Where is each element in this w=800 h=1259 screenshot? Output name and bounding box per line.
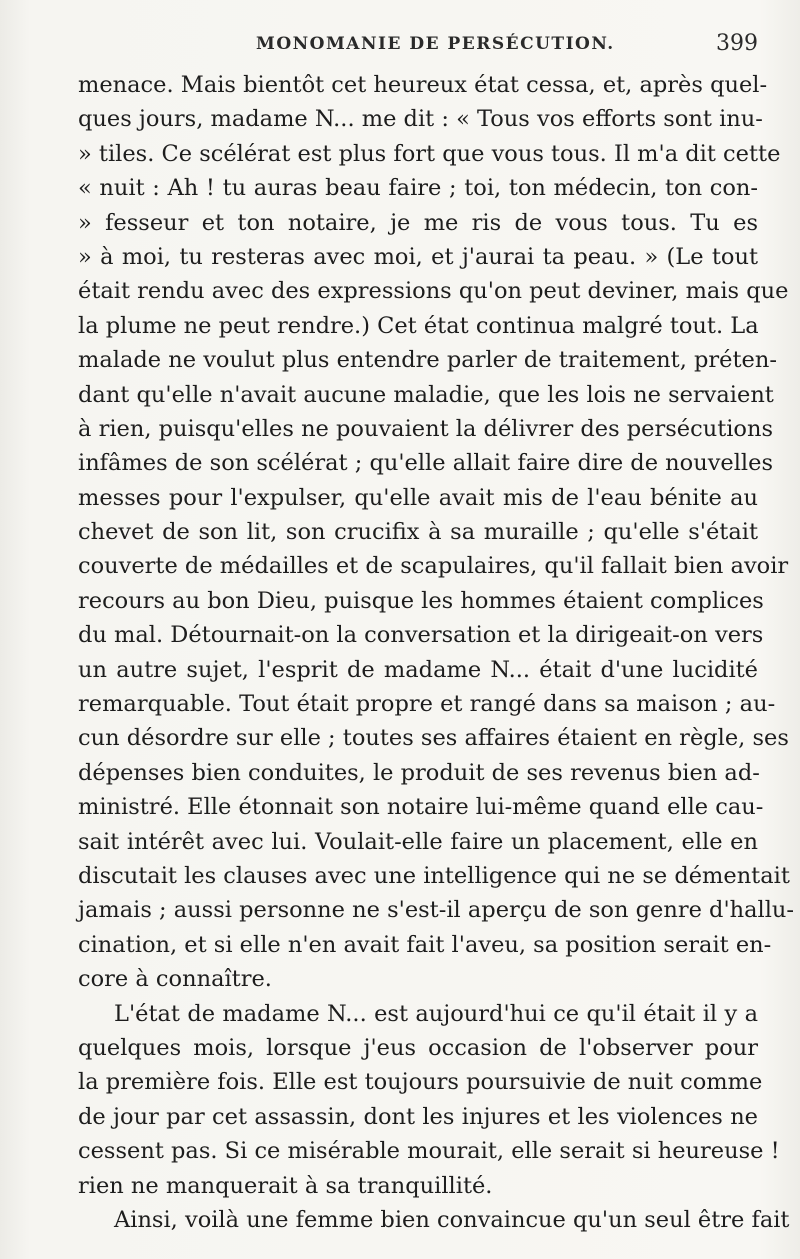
text-line: sait intérêt avec lui. Voulait-elle faire un placement, elle en <box>78 828 758 855</box>
text-line: était rendu avec des expressions qu'on peut deviner, mais que <box>78 278 789 305</box>
text-line: ministré. Elle étonnait son notaire lui-même quand elle cau- <box>78 794 764 821</box>
text-line: discutait les clauses avec une intelligence qui ne se démentait <box>78 862 790 889</box>
text-line: couverte de médailles et de scapulaires, qu'il fallait bien avoir <box>78 553 789 580</box>
text-line: quelques mois, lorsque j'eus occasion de l'observer pour <box>78 1034 758 1061</box>
text-line: cessent pas. Si ce misérable mourait, elle serait si heureuse ! <box>78 1138 780 1165</box>
text-line: du mal. Détournait-on la conversation et la dirigeait-on vers <box>78 622 764 649</box>
text-line: Ainsi, voilà une femme bien convaincue qu'un seul être fait <box>114 1206 790 1233</box>
text-line: de jour par cet assassin, dont les injures et les violences ne <box>78 1103 758 1130</box>
body-text <box>78 68 795 1237</box>
text-line: la plume ne peut rendre.) Cet état continua malgré tout. La <box>78 312 759 339</box>
text-line: cination, et si elle n'en avait fait l'aveu, sa position serait en- <box>78 931 772 958</box>
text-line: dépenses bien conduites, le produit de ses revenus bien ad- <box>78 759 760 786</box>
text-line: cun désordre sur elle ; toutes ses affaires étaient en règle, ses <box>78 725 789 752</box>
text-line: malade ne voulut plus entendre parler de traitement, préten- <box>78 347 777 374</box>
text-line: ques jours, madame N... me dit : « Tous vos efforts sont inu- <box>78 106 763 133</box>
text-line: « nuit : Ah ! tu auras beau faire ; toi, ton médecin, ton con- <box>78 175 758 202</box>
text-line: remarquable. Tout était propre et rangé dans sa maison ; au- <box>78 691 776 718</box>
text-line: rien ne manquerait à sa tranquillité. <box>78 1172 493 1199</box>
text-line: recours au bon Dieu, puisque les hommes étaient complices <box>78 587 764 614</box>
text-line: L'état de madame N... est aujourd'hui ce qu'il était il y a <box>114 1000 758 1027</box>
text-line: chevet de son lit, son crucifix à sa muraille ; qu'elle s'était <box>78 519 758 546</box>
page-header <box>78 31 758 58</box>
text-line: un autre sujet, l'esprit de madame N... était d'une lucidité <box>78 656 758 683</box>
text-line: à rien, puisqu'elles ne pouvaient la délivrer des persécutions <box>78 415 774 442</box>
text-line: dant qu'elle n'avait aucune maladie, que les lois ne servaient <box>78 381 774 408</box>
text-line: » tiles. Ce scélérat est plus fort que vous tous. Il m'a dit cette <box>78 140 781 167</box>
page-number: 399 <box>716 31 758 56</box>
text-line: core à connaître. <box>78 966 272 993</box>
text-line: menace. Mais bientôt cet heureux état cessa, et, après quel- <box>78 72 768 98</box>
text-line: la première fois. Elle est toujours poursuivie de nuit comme <box>78 1069 763 1096</box>
text-line: » fesseur et ton notaire, je me ris de vous tous. Tu es <box>78 209 758 236</box>
text-line: » à moi, tu resteras avec moi, et j'aurai ta peau. » (Le tout <box>78 243 758 270</box>
text-line: infâmes de son scélérat ; qu'elle allait faire dire de nouvelles <box>78 450 773 477</box>
running-title: MONOMANIE DE PERSÉCUTION. <box>256 34 615 54</box>
text-line: messes pour l'expulser, qu'elle avait mis de l'eau bénite au <box>78 484 758 511</box>
text-line: jamais ; aussi personne ne s'est-il aperçu de son genre d'hallu- <box>78 897 795 924</box>
